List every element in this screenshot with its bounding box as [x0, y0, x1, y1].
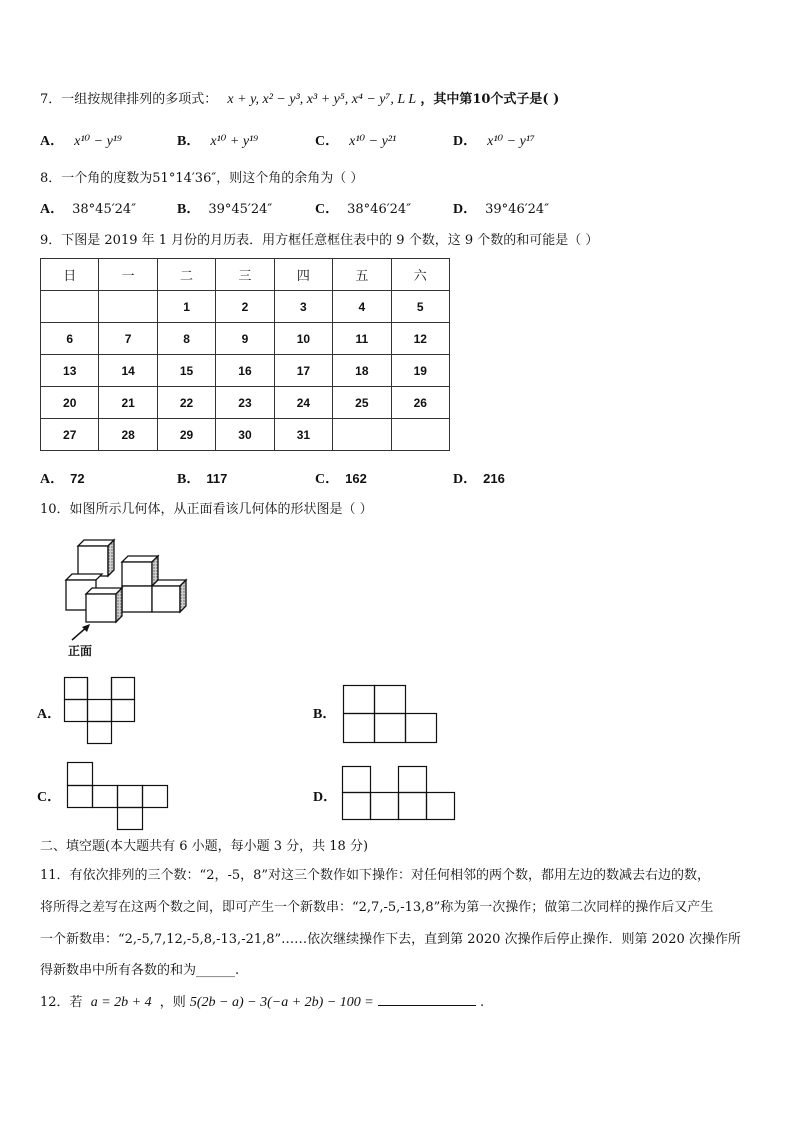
q12-middle: ，则 [159, 995, 186, 1010]
calendar-cell [333, 419, 391, 451]
option-letter: D． [313, 790, 338, 805]
calendar-header-cell: 一 [99, 259, 157, 291]
option-letter: A． [40, 472, 65, 487]
calendar-cell: 26 [391, 387, 449, 419]
calendar-cell [41, 291, 99, 323]
calendar-cell: 16 [216, 355, 274, 387]
option-text: 38°46′24″ [347, 202, 412, 217]
q7-stem-suffix: ，其中第10个式子是( ) [420, 92, 560, 107]
calendar-cell: 15 [157, 355, 215, 387]
calendar-header-cell: 六 [391, 259, 449, 291]
option-letter: B． [313, 707, 337, 722]
option-text: x¹⁰ + y¹⁹ [210, 134, 259, 149]
option-text: 162 [345, 471, 367, 486]
calendar-cell: 10 [274, 323, 332, 355]
q7-expression: x + y, x² − y³, x³ + y⁵, x⁴ − y⁷, L L [227, 92, 417, 107]
calendar-cell: 9 [216, 323, 274, 355]
q9-stem: 9．下图是 2019 年 1 月份的月历表．用方框任意框住表中的 9 个数，这 9 个数的和可能是（ ） [40, 233, 599, 248]
section-title: 二、填空题(本大题共有 6 小题，每小题 3 分，共 18 分) [40, 839, 369, 854]
q10-stem: 10．如图所示几何体，从正面看该几何体的形状图是（ ） [40, 502, 373, 517]
option-letter: C． [315, 202, 340, 217]
option-letter: A． [40, 134, 65, 149]
option-letter: D． [453, 134, 478, 149]
calendar-cell: 12 [391, 323, 449, 355]
q7-option-c[interactable] [315, 130, 396, 150]
option-b-figure [343, 685, 438, 744]
calendar-cell: 14 [99, 355, 157, 387]
calendar-cell: 17 [274, 355, 332, 387]
calendar-cell: 22 [157, 387, 215, 419]
option-text: 117 [206, 471, 228, 486]
option-letter: B． [177, 472, 201, 487]
q11-line-2: 将所得之差写在这两个数之间，即可产生一个新数串：“2,7,-5,-13,8”称为第一次操作；做第二次同样的操作后又产生 [40, 900, 714, 915]
q10-option-b[interactable] [313, 703, 336, 723]
q9-option-c[interactable] [315, 468, 367, 488]
calendar-cell: 2 [216, 291, 274, 323]
option-letter: B． [177, 134, 201, 149]
option-text: x¹⁰ − y²¹ [349, 134, 397, 149]
q10-option-c[interactable] [37, 786, 61, 806]
calendar-header-cell: 日 [41, 259, 99, 291]
q12-condition: a = 2b + 4 [90, 995, 152, 1010]
q8-option-a[interactable] [40, 198, 136, 218]
q8-stem: 8．一个角的度数为51°14′36″，则这个角的余角为（ ） [40, 171, 364, 186]
option-letter: B． [177, 202, 201, 217]
q12-prefix: 12．若 [40, 995, 83, 1010]
calendar-cell: 11 [333, 323, 391, 355]
calendar-cell: 20 [41, 387, 99, 419]
option-a-figure [64, 677, 136, 744]
q11-line-1: 11．有依次排列的三个数：“2，-5，8”对这三个数作如下操作：对任何相邻的两个数，都用左边的数减去右边的数， [40, 868, 711, 883]
option-letter: A． [37, 707, 62, 722]
option-letter: D． [453, 202, 478, 217]
calendar-cell: 29 [157, 419, 215, 451]
option-letter: A． [40, 202, 65, 217]
q8-option-b[interactable] [177, 198, 272, 218]
q11-line-4: 得新数串中所有各数的和为______. [40, 963, 240, 978]
calendar-row [41, 291, 450, 323]
calendar-cell: 23 [216, 387, 274, 419]
option-text: 72 [70, 471, 85, 486]
calendar-cell: 6 [41, 323, 99, 355]
calendar-cell: 13 [41, 355, 99, 387]
calendar-cell: 1 [157, 291, 215, 323]
answer-blank[interactable] [378, 993, 476, 1006]
option-letter: C． [315, 472, 340, 487]
q10-option-d[interactable] [313, 786, 337, 806]
calendar-cell: 4 [333, 291, 391, 323]
calendar-cell: 3 [274, 291, 332, 323]
option-text: 39°45′24″ [208, 202, 273, 217]
calendar-header-cell: 二 [157, 259, 215, 291]
q7-option-a[interactable] [40, 130, 122, 150]
q12-expression: 5(2b − a) − 3(−a + 2b) − 100 = [189, 995, 374, 1010]
option-c-figure [67, 762, 169, 831]
q7-stem [40, 88, 559, 108]
calendar-cell: 28 [99, 419, 157, 451]
option-text: x¹⁰ − y¹⁷ [487, 134, 535, 149]
calendar-cell: 31 [274, 419, 332, 451]
calendar-row [41, 419, 450, 451]
calendar-header-row [41, 259, 450, 291]
q9-option-a[interactable] [40, 468, 85, 488]
calendar-row [41, 355, 450, 387]
calendar-cell: 21 [99, 387, 157, 419]
calendar-cell [99, 291, 157, 323]
q7-stem-prefix: 7．一组按规律排列的多项式： [40, 92, 218, 107]
option-letter: D． [453, 472, 478, 487]
calendar-table [40, 258, 450, 451]
q7-option-b[interactable] [177, 130, 258, 150]
calendar-row [41, 323, 450, 355]
q9-option-d[interactable] [453, 468, 505, 488]
front-view-label: 正面 [68, 644, 93, 658]
calendar-cell: 24 [274, 387, 332, 419]
calendar-header-cell: 三 [216, 259, 274, 291]
option-d-figure [342, 766, 457, 821]
q12-stem [40, 991, 484, 1011]
option-letter: C． [37, 790, 62, 805]
calendar-header-cell: 四 [274, 259, 332, 291]
option-text: 216 [483, 471, 505, 486]
option-text: x¹⁰ − y¹⁹ [74, 134, 122, 149]
q8-option-d[interactable] [453, 198, 549, 218]
calendar-cell: 27 [41, 419, 99, 451]
calendar-row [41, 387, 450, 419]
calendar-cell: 19 [391, 355, 449, 387]
calendar-cell [391, 419, 449, 451]
calendar-cell: 18 [333, 355, 391, 387]
q7-option-d[interactable] [453, 130, 535, 150]
cube-figure [60, 540, 200, 645]
calendar-cell: 8 [157, 323, 215, 355]
q8-option-c[interactable] [315, 198, 411, 218]
q12-suffix: . [480, 995, 485, 1010]
option-letter: C． [315, 134, 340, 149]
calendar-cell: 30 [216, 419, 274, 451]
q11-line-3: 一个新数串：“2,-5,7,12,-5,8,-13,-21,8”……依次继续操作下去，直到第 2020 次操作后停止操作．则第 2020 次操作所 [40, 932, 741, 947]
q10-option-a[interactable] [37, 703, 61, 723]
option-text: 38°45′24″ [72, 202, 137, 217]
calendar-header-cell: 五 [333, 259, 391, 291]
calendar-cell: 25 [333, 387, 391, 419]
calendar-cell: 5 [391, 291, 449, 323]
option-text: 39°46′24″ [485, 202, 550, 217]
q9-option-b[interactable] [177, 468, 227, 488]
calendar-cell: 7 [99, 323, 157, 355]
